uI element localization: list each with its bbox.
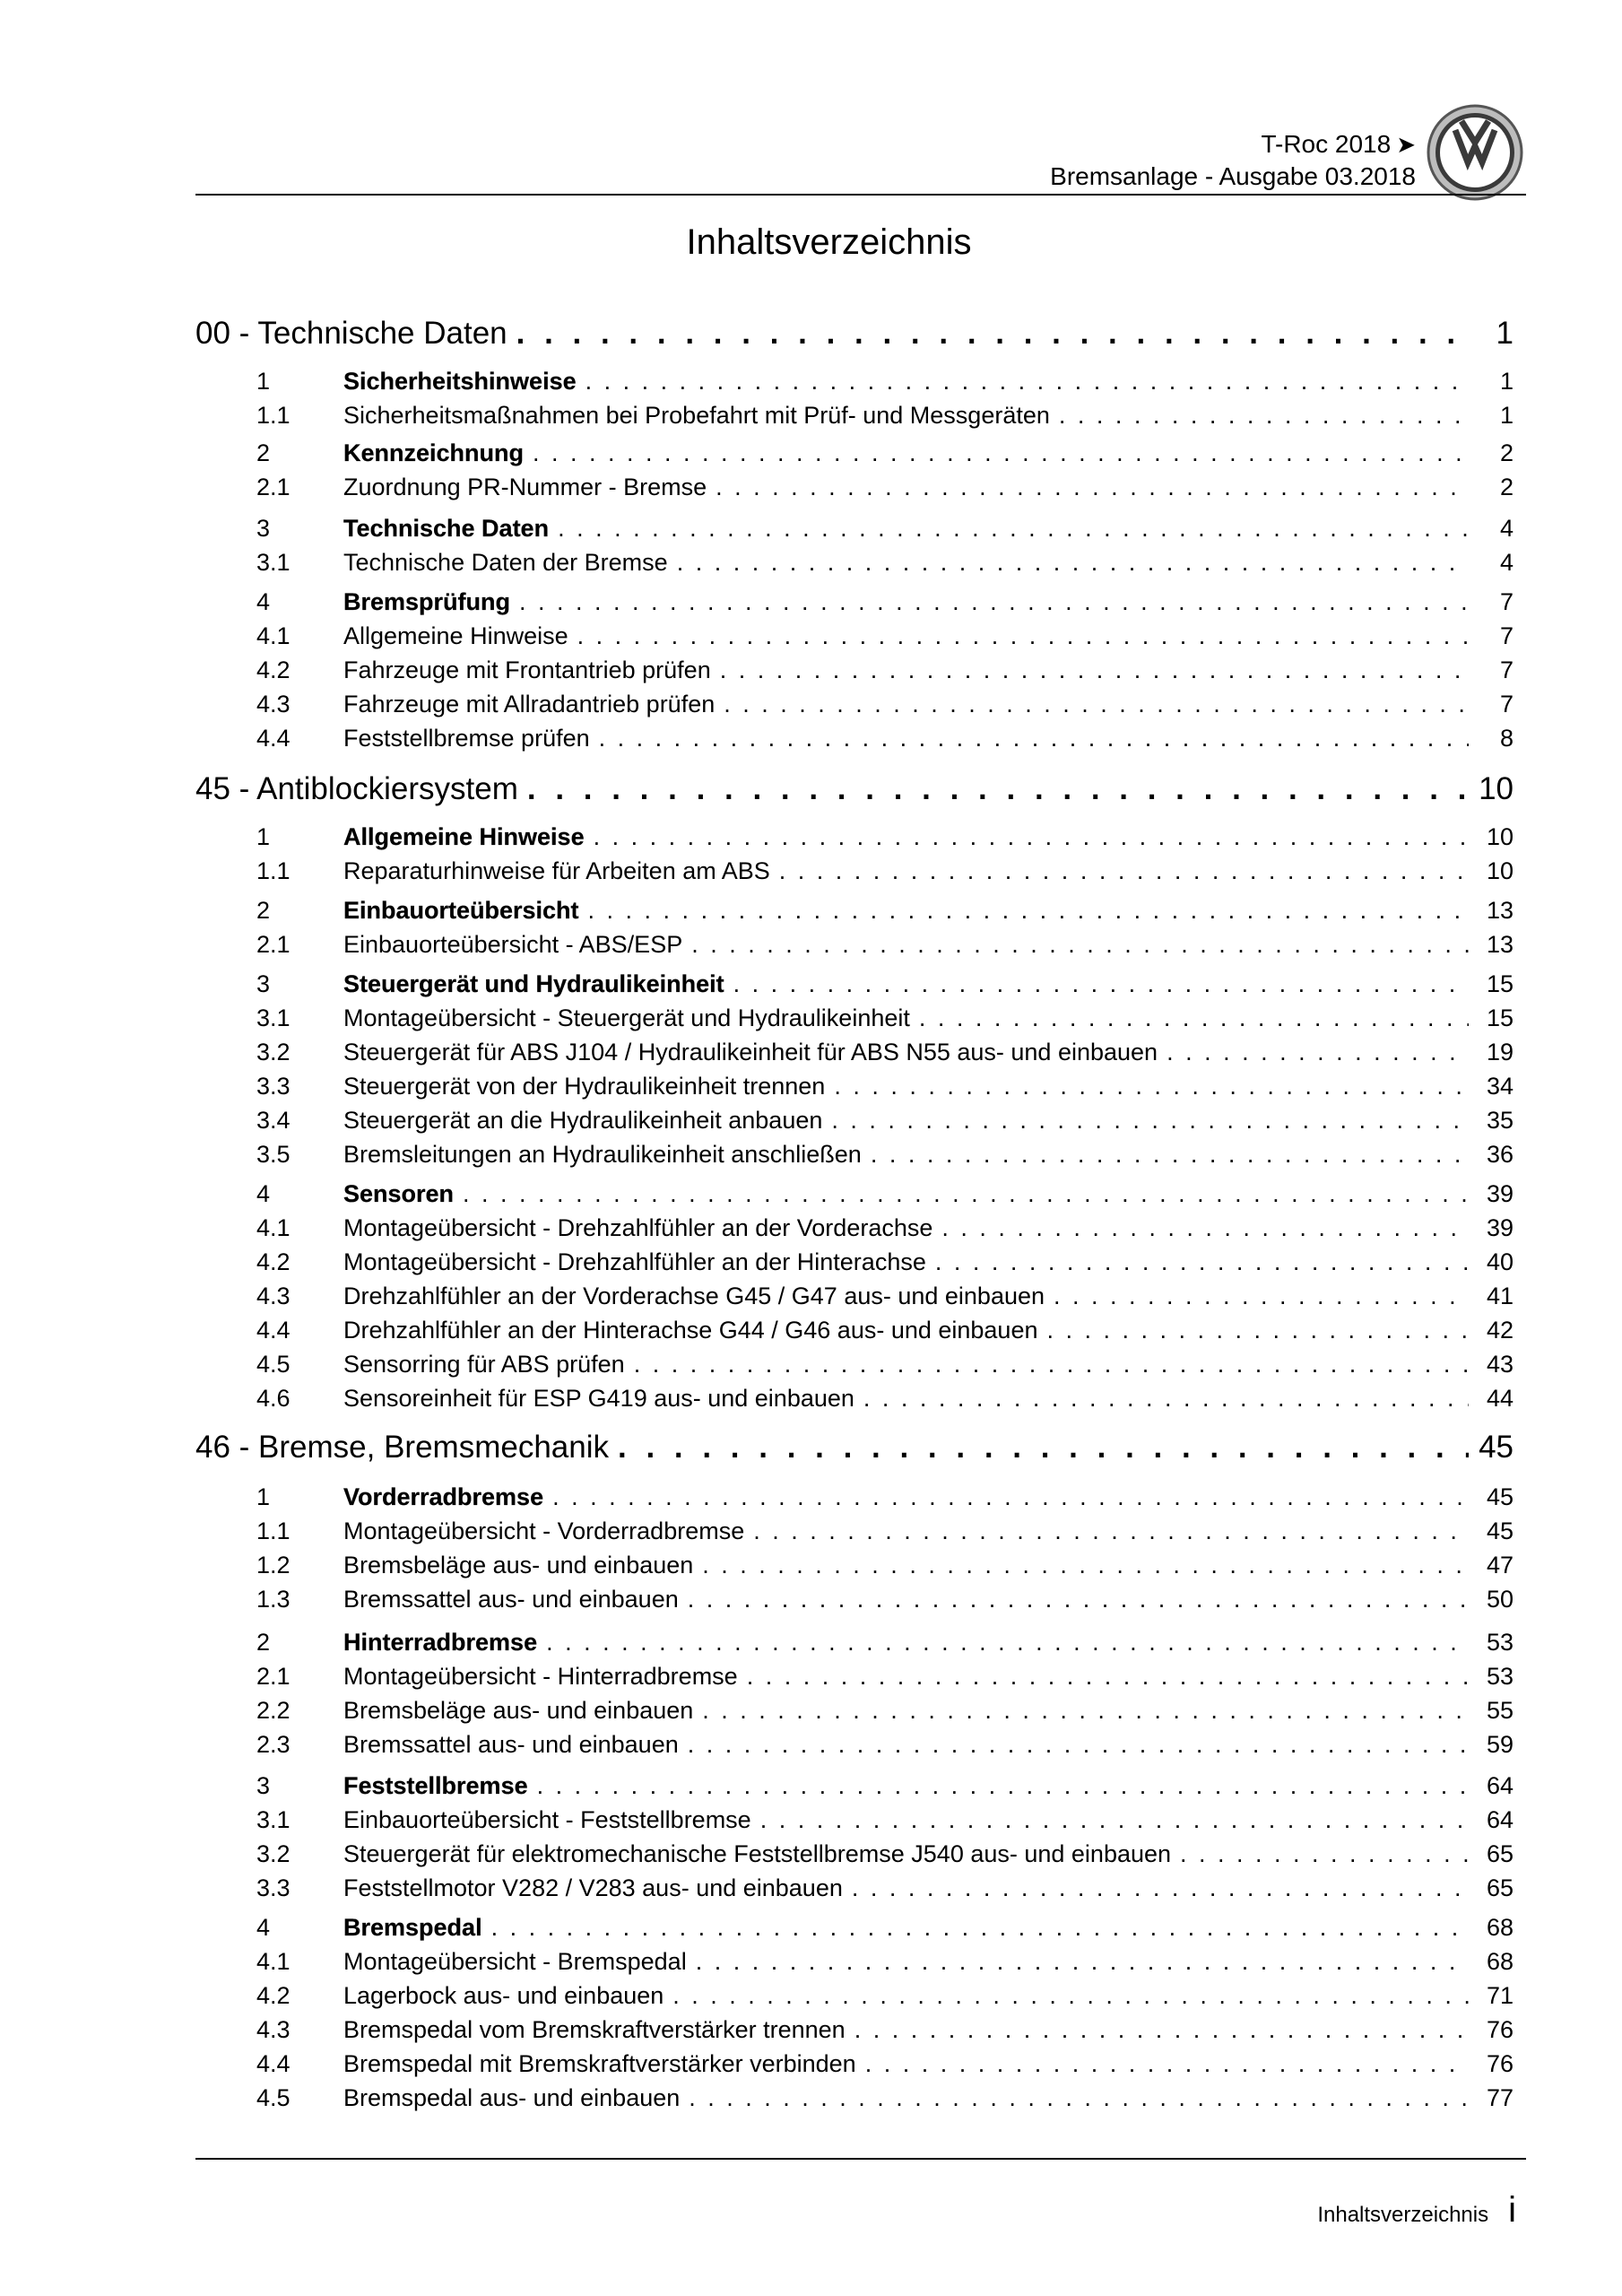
toc-section-row[interactable] <box>195 368 1514 396</box>
page-number: 34 <box>1486 1073 1514 1100</box>
entry-number: 2.1 <box>256 474 291 500</box>
chapter-title <box>195 1430 609 1465</box>
entry-title: Bremspedal vom Bremskraftverstärker trennen <box>343 2016 846 2043</box>
page-number: 4 <box>1499 515 1514 542</box>
dot-leader <box>519 588 1469 616</box>
page-number: 10 <box>1486 857 1514 884</box>
entry-title: Einbauorteübersicht <box>343 897 579 924</box>
entry-title: Bremspedal mit Bremskraftverstärker verbinden <box>343 2050 856 2077</box>
toc-sub-row[interactable] <box>195 725 1514 752</box>
dot-leader <box>935 1248 1469 1276</box>
page-number: 53 <box>1486 1629 1514 1656</box>
entry-title: Steuergerät und Hydraulikeinheit <box>343 970 724 997</box>
entry-number: 1 <box>256 823 271 850</box>
page-number: 68 <box>1486 1948 1514 1975</box>
entry-title: Zuordnung PR-Nummer - Bremse <box>343 474 707 500</box>
page-number: 2 <box>1499 439 1514 466</box>
entry-title: Bremssattel aus- und einbauen <box>343 1586 679 1613</box>
page-number: 1 <box>1499 402 1514 429</box>
toc-sub-row[interactable] <box>195 1552 1514 1579</box>
entry-number: 4 <box>256 1914 271 1941</box>
entry-title: Bremsleitungen an Hydraulikeinheit anschließen <box>343 1141 862 1168</box>
toc-sub-row[interactable] <box>195 1663 1514 1691</box>
dot-leader <box>1167 1039 1469 1066</box>
footer-divider <box>195 2158 1526 2160</box>
dot-leader <box>852 1874 1469 1902</box>
dot-leader <box>599 725 1469 752</box>
dot-leader <box>747 1663 1469 1691</box>
dot-leader <box>552 1483 1469 1511</box>
page-number: 1 <box>1499 368 1514 395</box>
toc-sub-row[interactable] <box>195 1351 1514 1378</box>
toc-sub-row[interactable] <box>195 2016 1514 2044</box>
dot-leader <box>834 1073 1469 1100</box>
dot-leader <box>1054 1283 1469 1310</box>
entry-title: Reparaturhinweise für Arbeiten am ABS <box>343 857 770 884</box>
entry-title: Bremspedal <box>343 1914 482 1941</box>
toc-section-row[interactable] <box>195 970 1514 998</box>
dot-leader <box>672 1982 1469 2010</box>
entry-number: 1.2 <box>256 1552 291 1578</box>
entry-title: Einbauorteübersicht - Feststellbremse <box>343 1806 751 1833</box>
page-number: 35 <box>1486 1107 1514 1134</box>
entry-title: Steuergerät für elektromechanische Feststellbremse J540 aus- und einbauen <box>343 1840 1172 1867</box>
page-number: 44 <box>1486 1385 1514 1412</box>
page-number: 76 <box>1486 2050 1514 2077</box>
chapter-name: Bremse, Bremsmechanik <box>258 1430 609 1465</box>
entry-number: 2.2 <box>256 1697 291 1724</box>
arrow-right-icon: ➤ <box>1396 131 1416 158</box>
entry-number: 2.1 <box>256 931 291 958</box>
entry-number: 3.1 <box>256 1004 291 1031</box>
chapter-number: 46 - <box>195 1430 250 1465</box>
page-number: 19 <box>1486 1039 1514 1065</box>
header-model: T-Roc 2018 ➤ <box>1261 130 1416 158</box>
dot-leader <box>919 1004 1469 1032</box>
dot-leader <box>753 1518 1469 1545</box>
toc-sub-row[interactable] <box>195 622 1514 650</box>
entry-number: 3.3 <box>256 1874 291 1901</box>
page-number: 7 <box>1499 622 1514 649</box>
toc-chapter-row[interactable] <box>195 1430 1514 1465</box>
page-number: 65 <box>1486 1874 1514 1901</box>
toc-chapter-row[interactable] <box>195 771 1514 807</box>
entry-number: 3.1 <box>256 1806 291 1833</box>
dot-leader <box>618 1430 1469 1465</box>
dot-leader <box>689 2084 1469 2112</box>
page-number: 40 <box>1486 1248 1514 1275</box>
page-number: 47 <box>1486 1552 1514 1578</box>
entry-title: Bremsbeläge aus- und einbauen <box>343 1697 694 1724</box>
toc-sub-row[interactable] <box>195 657 1514 684</box>
toc-sub-row[interactable] <box>195 1214 1514 1242</box>
page-number: 64 <box>1486 1772 1514 1799</box>
toc-section-row[interactable] <box>195 1914 1514 1942</box>
toc-sub-row[interactable] <box>195 474 1514 501</box>
entry-number: 3.4 <box>256 1107 291 1134</box>
toc-sub-row[interactable] <box>195 1874 1514 1902</box>
entry-number: 3.5 <box>256 1141 291 1168</box>
page-number: 45 <box>1479 1430 1514 1465</box>
dot-leader <box>716 474 1469 501</box>
entry-number: 4.3 <box>256 2016 291 2043</box>
entry-title: Steuergerät von der Hydraulikeinheit trennen <box>343 1073 826 1100</box>
toc-section-row[interactable] <box>195 588 1514 616</box>
entry-number: 1 <box>256 368 271 395</box>
toc-section-row[interactable] <box>195 1772 1514 1800</box>
page-number: 36 <box>1486 1141 1514 1168</box>
dot-leader <box>585 368 1469 396</box>
dot-leader <box>577 622 1469 650</box>
entry-number: 2 <box>256 1629 271 1656</box>
toc-section-row[interactable] <box>195 823 1514 851</box>
toc-sub-row[interactable] <box>195 1586 1514 1613</box>
page-number: 15 <box>1486 1004 1514 1031</box>
entry-number: 4.5 <box>256 2084 291 2111</box>
dot-leader <box>688 1731 1469 1759</box>
chapter-title <box>195 771 518 807</box>
toc-sub-row[interactable] <box>195 549 1514 577</box>
dot-leader <box>537 1772 1469 1800</box>
entry-number: 4.2 <box>256 657 291 683</box>
entry-title: Sicherheitsmaßnahmen bei Probefahrt mit Prüf- und Messgeräten <box>343 402 1050 429</box>
entry-number: 1.1 <box>256 402 291 429</box>
toc-sub-row[interactable] <box>195 402 1514 430</box>
toc-section-row[interactable] <box>195 1629 1514 1657</box>
entry-number: 4.2 <box>256 1248 291 1275</box>
entry-title: Sensoreinheit für ESP G419 aus- und einbauen <box>343 1385 854 1412</box>
page-number: 4 <box>1499 549 1514 576</box>
footer-label: Inhaltsverzeichnis <box>1317 2203 1489 2227</box>
entry-title: Bremsprüfung <box>343 588 511 615</box>
entry-title: Feststellbremse prüfen <box>343 725 590 752</box>
page-number: 45 <box>1486 1483 1514 1510</box>
toc-sub-row[interactable] <box>195 691 1514 718</box>
toc-sub-row[interactable] <box>195 1385 1514 1413</box>
dot-leader <box>533 439 1469 467</box>
page-number: 43 <box>1486 1351 1514 1378</box>
dot-leader <box>594 823 1469 851</box>
entry-title: Lagerbock aus- und einbauen <box>343 1982 664 2009</box>
entry-number: 3.2 <box>256 1039 291 1065</box>
page-number: 76 <box>1486 2016 1514 2043</box>
dot-leader <box>779 857 1469 885</box>
page-number: 10 <box>1479 771 1514 806</box>
toc-sub-row[interactable] <box>195 1004 1514 1032</box>
entry-number: 1.1 <box>256 857 291 884</box>
page-number: 39 <box>1486 1180 1514 1207</box>
dot-leader <box>691 931 1469 959</box>
entry-title: Einbauorteübersicht - ABS/ESP <box>343 931 683 958</box>
dot-leader <box>491 1914 1469 1942</box>
dot-leader <box>1059 402 1469 430</box>
entry-number: 4.3 <box>256 691 291 718</box>
entry-number: 2 <box>256 439 271 466</box>
dot-leader <box>677 549 1469 577</box>
page-number: 10 <box>1486 823 1514 850</box>
entry-title: Montageübersicht - Hinterradbremse <box>343 1663 738 1690</box>
dot-leader <box>696 1948 1469 1976</box>
entry-title: Allgemeine Hinweise <box>343 622 568 649</box>
entry-title: Bremssattel aus- und einbauen <box>343 1731 679 1758</box>
dot-leader <box>1046 1317 1469 1344</box>
entry-number: 4.4 <box>256 2050 291 2077</box>
page-number: 13 <box>1486 897 1514 924</box>
entry-number: 3 <box>256 970 271 997</box>
page-number: 68 <box>1486 1914 1514 1941</box>
page-number: 1 <box>1496 316 1514 351</box>
entry-number: 4.1 <box>256 1214 291 1241</box>
entry-number: 4.2 <box>256 1982 291 2009</box>
entry-number: 4.4 <box>256 1317 291 1344</box>
dot-leader <box>702 1697 1469 1725</box>
page-number: 13 <box>1486 931 1514 958</box>
entry-number: 4.3 <box>256 1283 291 1309</box>
toc-section-row[interactable] <box>195 1483 1514 1511</box>
entry-number: 3.1 <box>256 549 291 576</box>
page-number: 7 <box>1499 691 1514 718</box>
page-footer <box>1317 2190 1516 2231</box>
toc-section-row[interactable] <box>195 897 1514 925</box>
toc-sub-row[interactable] <box>195 2084 1514 2112</box>
chapter-name: Antiblockiersystem <box>256 771 518 806</box>
entry-title: Fahrzeuge mit Allradantrieb prüfen <box>343 691 716 718</box>
entry-title: Steuergerät für ABS J104 / Hydraulikeinheit für ABS N55 aus- und einbauen <box>343 1039 1158 1065</box>
chapter-number: 45 - <box>195 771 250 806</box>
dot-leader <box>865 2050 1469 2078</box>
dot-leader <box>527 771 1469 807</box>
entry-title: Allgemeine Hinweise <box>343 823 585 850</box>
chapter-number: 00 - <box>195 316 250 351</box>
toc-sub-row[interactable] <box>195 1317 1514 1344</box>
entry-number: 4 <box>256 1180 271 1207</box>
entry-title: Hinterradbremse <box>343 1629 538 1656</box>
entry-title: Sicherheitshinweise <box>343 368 577 395</box>
dot-leader <box>588 897 1469 925</box>
entry-number: 3.2 <box>256 1840 291 1867</box>
entry-title: Kennzeichnung <box>343 439 524 466</box>
page-number: 7 <box>1499 657 1514 683</box>
entry-title: Montageübersicht - Vorderradbremse <box>343 1518 745 1544</box>
entry-title: Sensoren <box>343 1180 455 1207</box>
page-number: 7 <box>1499 588 1514 615</box>
entry-title: Feststellmotor V282 / V283 aus- und einbauen <box>343 1874 843 1901</box>
entry-title: Steuergerät an die Hydraulikeinheit anbauen <box>343 1107 823 1134</box>
dot-leader <box>1180 1840 1469 1868</box>
entry-number: 2 <box>256 897 271 924</box>
entry-number: 1 <box>256 1483 271 1510</box>
page-number: 59 <box>1486 1731 1514 1758</box>
page-number: 2 <box>1499 474 1514 500</box>
toc-sub-row[interactable] <box>195 1283 1514 1310</box>
dot-leader <box>720 657 1469 684</box>
toc-chapter-row[interactable] <box>195 316 1514 352</box>
entry-number: 1.1 <box>256 1518 291 1544</box>
entry-number: 3.3 <box>256 1073 291 1100</box>
toc-sub-row[interactable] <box>195 1731 1514 1759</box>
entry-title: Feststellbremse <box>343 1772 528 1799</box>
toc-sub-row[interactable] <box>195 1948 1514 1976</box>
toc-sub-row[interactable] <box>195 1141 1514 1169</box>
toc-sub-row[interactable] <box>195 857 1514 885</box>
entry-title: Montageübersicht - Steuergerät und Hydraulikeinheit <box>343 1004 910 1031</box>
dot-leader <box>831 1107 1469 1135</box>
toc-sub-row[interactable] <box>195 1107 1514 1135</box>
dot-leader <box>634 1351 1469 1378</box>
entry-title: Sensorring für ABS prüfen <box>343 1351 625 1378</box>
header-divider <box>195 194 1526 196</box>
entry-number: 4.1 <box>256 622 291 649</box>
entry-title: Bremspedal aus- und einbauen <box>343 2084 681 2111</box>
toc-sub-row[interactable] <box>195 1806 1514 1834</box>
dot-leader <box>516 316 1469 352</box>
dot-leader <box>546 1629 1469 1657</box>
entry-title: Montageübersicht - Drehzahlfühler an der Hinterachse <box>343 1248 926 1275</box>
vw-logo <box>1426 103 1524 202</box>
entry-number: 3 <box>256 1772 271 1799</box>
dot-leader <box>941 1214 1469 1242</box>
entry-title: Technische Daten der Bremse <box>343 549 668 576</box>
toc-sub-row[interactable] <box>195 1697 1514 1725</box>
entry-title: Drehzahlfühler an der Vorderachse G45 / G47 aus- und einbauen <box>343 1283 1045 1309</box>
entry-title: Drehzahlfühler an der Hinterachse G44 / G46 aus- und einbauen <box>343 1317 1038 1344</box>
entry-number: 4.6 <box>256 1385 291 1412</box>
dot-leader <box>688 1586 1469 1613</box>
page-number: 64 <box>1486 1806 1514 1833</box>
entry-title: Fahrzeuge mit Frontantrieb prüfen <box>343 657 711 683</box>
entry-number: 4.1 <box>256 1948 291 1975</box>
entry-title: Technische Daten <box>343 515 550 542</box>
entry-title: Montageübersicht - Drehzahlfühler an der Vorderachse <box>343 1214 933 1241</box>
toc-sub-row[interactable] <box>195 1073 1514 1100</box>
dot-leader <box>871 1141 1469 1169</box>
dot-leader <box>863 1385 1469 1413</box>
dot-leader <box>724 691 1469 718</box>
toc-sub-row[interactable] <box>195 1840 1514 1868</box>
dot-leader <box>733 970 1469 998</box>
page-number: 53 <box>1486 1663 1514 1690</box>
entry-title: Montageübersicht - Bremspedal <box>343 1948 687 1975</box>
entry-number: 2.3 <box>256 1731 291 1758</box>
chapter-name: Technische Daten <box>257 316 507 351</box>
page-number: 42 <box>1486 1317 1514 1344</box>
page-number: 15 <box>1486 970 1514 997</box>
page-number: 71 <box>1486 1982 1514 2009</box>
dot-leader <box>463 1180 1469 1208</box>
page-number: 39 <box>1486 1214 1514 1241</box>
page-number: 41 <box>1486 1283 1514 1309</box>
toc-sub-row[interactable] <box>195 1248 1514 1276</box>
toc-sub-row[interactable] <box>195 1982 1514 2010</box>
entry-number: 4.5 <box>256 1351 291 1378</box>
entry-number: 3 <box>256 515 271 542</box>
entry-title: Vorderradbremse <box>343 1483 544 1510</box>
entry-title: Bremsbeläge aus- und einbauen <box>343 1552 694 1578</box>
toc-section-row[interactable] <box>195 515 1514 543</box>
running-header <box>1050 128 1416 193</box>
entry-number: 2.1 <box>256 1663 291 1690</box>
toc-sub-row[interactable] <box>195 1518 1514 1545</box>
toc-sub-row[interactable] <box>195 931 1514 959</box>
page-number: 50 <box>1486 1586 1514 1613</box>
entry-number: 4.4 <box>256 725 291 752</box>
dot-leader <box>558 515 1469 543</box>
toc-sub-row[interactable] <box>195 1039 1514 1066</box>
page-number: 8 <box>1499 725 1514 752</box>
page-number: 77 <box>1486 2084 1514 2111</box>
page-number: 65 <box>1486 1840 1514 1867</box>
toc-section-row[interactable] <box>195 439 1514 467</box>
page-title: Inhaltsverzeichnis <box>686 222 972 262</box>
entry-number: 1.3 <box>256 1586 291 1613</box>
dot-leader <box>702 1552 1469 1579</box>
footer-page-number: i <box>1508 2190 1516 2230</box>
toc-section-row[interactable] <box>195 1180 1514 1208</box>
chapter-title <box>195 316 507 352</box>
page-number: 55 <box>1486 1697 1514 1724</box>
page-number: 45 <box>1486 1518 1514 1544</box>
dot-leader <box>854 2016 1469 2044</box>
toc-sub-row[interactable] <box>195 2050 1514 2078</box>
entry-number: 4 <box>256 588 271 615</box>
dot-leader <box>760 1806 1469 1834</box>
header-subtitle: Bremsanlage - Ausgabe 03.2018 <box>1050 162 1416 190</box>
